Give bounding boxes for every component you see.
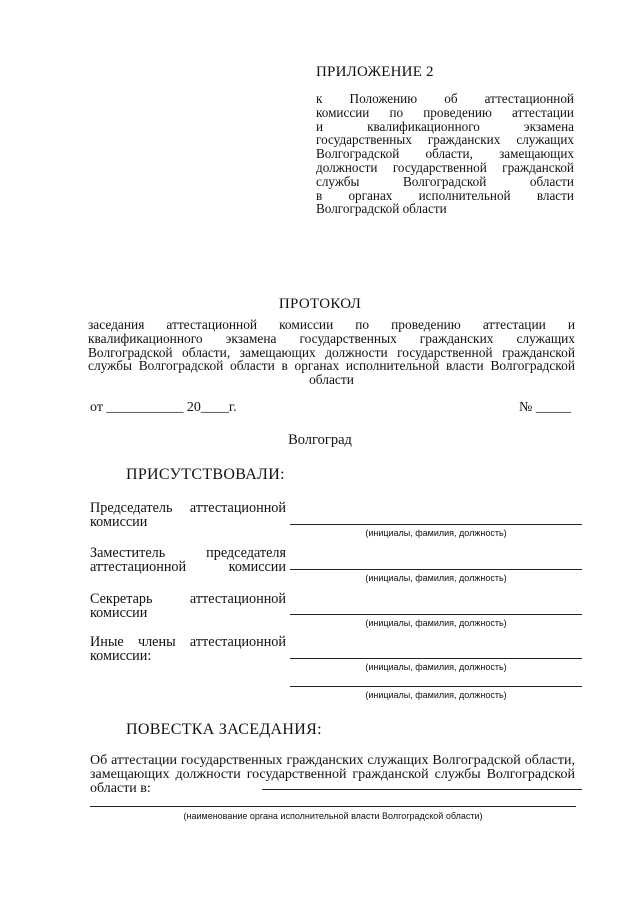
appendix-line: службы Волгоградской области [316,173,574,189]
member-secretary-label [90,592,286,620]
number-field[interactable]: № _____ [519,400,571,415]
org-name-line[interactable] [90,806,576,807]
member-label-text: Председатель аттестационной комиссии [90,500,286,530]
others-signature-hint: (инициалы, фамилия, должность) [365,662,507,672]
member-deputy-label [90,546,286,574]
appendix-line: комиссии по проведению аттестации [316,104,574,120]
appendix-line: должности государственной гражданской [316,159,574,175]
agenda-text: Об аттестации государственных гражданских служащих Волгоградской области, замещающих должности государственной гражданской службы Волгоградской области в: [90,753,575,796]
appendix-body [316,92,574,216]
member-label-text: Заместитель председателя аттестационной комиссии [90,545,286,575]
appendix-line: к Положению об аттестационной [316,91,574,106]
protocol-title: ПРОТОКОЛ [278,296,362,312]
appendix-line: государственных гражданских служащих [316,132,574,148]
deputy-signature-hint: (инициалы, фамилия, должность) [365,573,507,583]
chair-signature-hint: (инициалы, фамилия, должность) [365,528,507,538]
chair-signature-line[interactable] [290,524,582,525]
appendix-line: в органах исполнительной власти [316,187,574,203]
appendix-line: Волгоградской области [316,201,447,217]
member-chair-label [90,501,286,529]
secretary-signature-line[interactable] [290,614,582,615]
city-name: Волгоград [288,432,352,448]
secretary-signature-hint: (инициалы, фамилия, должность) [365,618,507,628]
others-signature-line[interactable] [290,658,582,659]
member-label-text: Иные члены аттестационной комиссии: [90,634,286,664]
agenda-org-line[interactable] [262,789,582,790]
date-field[interactable]: от ___________ 20____г. [90,400,237,415]
appendix-line: и квалификационного экзамена [316,118,574,134]
member-others-label [90,635,286,663]
protocol-subtitle: заседания аттестационной комиссии по проведению аттестации и квалификационного экзамена государственных гражданских служащих Волгоградской области, замещающих должности государственной гражданской службы Волгоградской области в органах исполнительной власти Волгоградской области [88,317,575,388]
member-label-text: Секретарь аттестационной комиссии [90,591,286,621]
deputy-signature-line[interactable] [290,569,582,570]
appendix-title: ПРИЛОЖЕНИЕ 2 [316,64,434,80]
extra-signature-line[interactable] [290,686,582,687]
agenda-heading: ПОВЕСТКА ЗАСЕДАНИЯ: [126,721,322,738]
appendix-line: Волгоградской области, замещающих [316,146,574,162]
org-name-hint: (наименование органа исполнительной власти Волгоградской области) [183,811,483,821]
present-heading: ПРИСУТСТВОВАЛИ: [126,466,285,483]
extra-signature-hint: (инициалы, фамилия, должность) [365,690,507,700]
